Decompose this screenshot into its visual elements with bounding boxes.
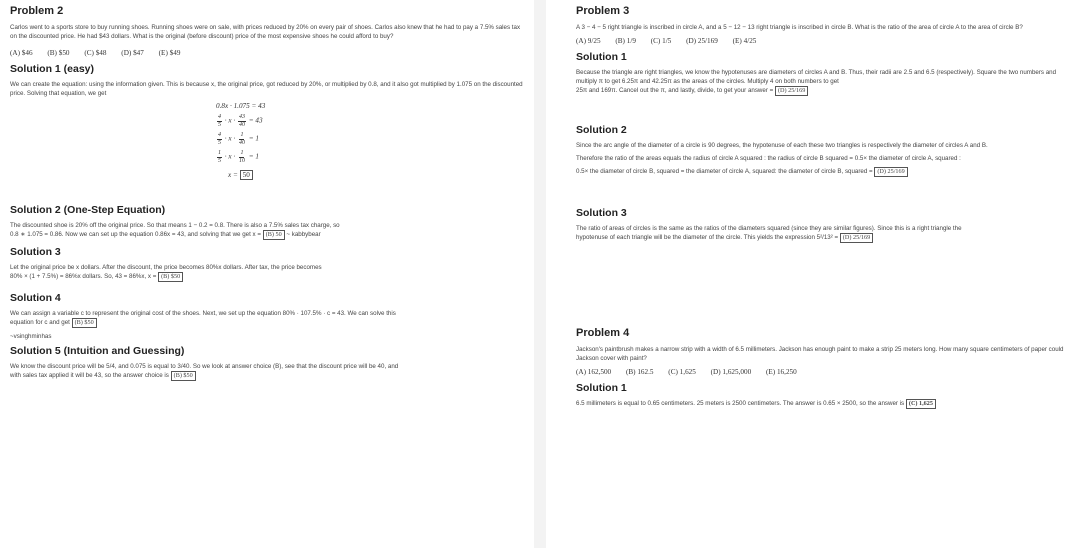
choice-b: (B) 1/9	[615, 37, 636, 45]
answer-lhs: x =	[228, 171, 238, 179]
p3-solution-2-text-a: Since the arc angle of the diameter of a circle is 90 degrees, the hypotenuse of each these two triangles is respectively the diameter of circles A and B.	[576, 142, 988, 149]
problem-4-title: Problem 4	[576, 327, 630, 339]
p3-solution-1-title: Solution 1	[576, 51, 627, 63]
choice-e: (E) $49	[158, 49, 181, 57]
solution-4-text-a: We can assign a variable c to represent the original cost of the shoes. Next, we set up the equation 80% · 107.5% · c = 43. We can solve this	[10, 310, 396, 317]
solution-4-text-b: equation for c and get	[10, 319, 70, 326]
problem-4-text: Jackson's paintbrush makes a narrow strip with a width of 6.5 millimeters. Jackson has enough paint to make a strip 25 meters long. How many square centimeters of paper could Jackson cover with paint?	[576, 346, 1064, 362]
p3-solution-1-text	[576, 68, 1066, 96]
choice-d: (D) 25/169	[686, 37, 718, 45]
credit: ~ kabbybear	[286, 231, 321, 238]
choice-c: (C) $48	[84, 49, 107, 57]
choice-b: (B) 162.5	[625, 368, 654, 376]
problem-2-text: Carlos went to a sports store to buy running shoes. Running shoes were on sale, with prices reduced by 20% on every pair of shoes. Carlos also knew that he had to pay a 7.5% sales tax on the discounted price. He had $43 dollars. What is the original (before discount) price of the most expensive shoes he could afford to buy?	[10, 24, 521, 40]
solution-5-text-a: We know the discount price will be 5/4, and 0.075 is equal to 3/40. So we look at answer choice (B), see that the discount price will be 40, and	[10, 363, 399, 370]
solution-3-title: Solution 3	[10, 246, 61, 258]
answer-box: 50	[240, 170, 253, 180]
p3-solution-3-text-b: hypotenuse of each triangle will be the diameter of the circle. This yields the expression 5²/13² =	[576, 234, 839, 241]
choice-b: (B) $50	[47, 49, 70, 57]
equation-line-1: 0.8x · 1.075 = 43	[216, 102, 266, 110]
left-page	[0, 0, 534, 548]
p4-solution-1-text	[576, 399, 1066, 409]
solution-4-text	[10, 309, 524, 328]
p3-solution-1-text-a: Because the triangle are right triangles, we know the hypotenuses are diameters of circles A and B. Thus, their radii are 2.5 and 6.5 (respectively). Square the two numbers and multiply π to get 6.25π and 42.25π as the areas of the circles. Multiply 4 on both numbers to get	[576, 69, 1057, 85]
p4-solution-1-title: Solution 1	[576, 382, 627, 394]
choice-a: (A) 9/25	[576, 37, 601, 45]
solution-1-title: Solution 1 (easy)	[10, 63, 95, 75]
p3-solution-2-text-b: Therefore the ratio of the areas equals the radius of circle A squared : the radius of circle B squared = 0.5× the diameter of circle A, squared :	[576, 155, 961, 162]
problem-3-text: A 3 − 4 − 5 right triangle is inscribed in circle A, and a 5 − 12 − 13 right triangle is inscribed in circle B. What is the ratio of the area of circle A to the area of circle B?	[576, 24, 1023, 31]
solution-3-text	[10, 263, 524, 282]
choice-d: (D) $47	[121, 49, 144, 57]
choice-a: (A) $46	[10, 49, 33, 57]
answer-box: (D) 25/169	[874, 167, 907, 177]
p4-solution-1-text-span: 6.5 millimeters is equal to 0.65 centimeters. 25 meters is 2500 centimeters. The answer is 0.65 × 2500, so the answer is	[576, 400, 905, 407]
problem-2-choices	[10, 49, 524, 57]
choice-d: (D) 1,625,000	[710, 368, 752, 376]
answer-box: (C) 1,625	[906, 399, 936, 409]
problem-4-choices	[576, 368, 1066, 376]
solution-3-text-b: 80% × (1 + 7.5%) = 86%x dollars. So, 43 = 86%x, x =	[10, 273, 157, 280]
equation-answer	[216, 170, 524, 180]
solution-2-text-b: 0.8 ∗ 1.075 = 0.86. Now we can set up the equation 0.86x = 43, and solving that we get x =	[10, 231, 261, 238]
p3-solution-2-title: Solution 2	[576, 124, 627, 136]
solution-3-text-a: Let the original price be x dollars. After the discount, the price becomes 80%x dollars. After tax, the price becomes	[10, 264, 322, 271]
answer-box: (B) $50	[171, 371, 196, 381]
solution-5-title: Solution 5 (Intuition and Guessing)	[10, 345, 185, 357]
solution-5-text-b: with sales tax applied it will be 43, so the answer choice is	[10, 372, 169, 379]
solution-2-title: Solution 2 (One-Step Equation)	[10, 204, 166, 216]
answer-box: (D) 25/169	[775, 86, 808, 96]
choice-e: (E) 16,250	[765, 368, 797, 376]
p3-solution-3-text-a: The ratio of areas of circles is the same as the ratios of the diameters squared (since they are similar figures). Since this is a right triangle the	[576, 225, 962, 232]
p3-solution-3-title: Solution 3	[576, 207, 627, 219]
problem-2-title: Problem 2	[10, 5, 64, 17]
solution-4-title: Solution 4	[10, 292, 61, 304]
equation-line-4: $\frac{1}{5}$ · x · $\frac{1}{10}$ = 1	[218, 150, 260, 164]
right-page	[546, 0, 1080, 548]
choice-c: (C) 1/5	[650, 37, 672, 45]
answer-box: (B) $50	[158, 272, 183, 282]
solution-2-text-a: The discounted shoe is 20% off the original price. So that means 1 − 0.2 = 0.8. There is also a 7.5% sales tax charge, so	[10, 222, 340, 229]
choice-c: (C) 1,625	[668, 368, 696, 376]
solution-1-text: We can create the equation: using the information given. This is because x, the original price, got reduced by 20%, or multiplied by 0.8, and it also got multiplied by 1.075 on the discounted price. Solving that equation, we get	[10, 81, 523, 97]
solution-2-text	[10, 221, 524, 240]
choice-e: (E) 4/25	[732, 37, 757, 45]
solution-1-equations	[10, 102, 524, 180]
p3-solution-1-text-b: 25π and 169π. Cancel out the π, and lastly, divide, to get your answer =	[576, 87, 774, 94]
solution-5-text	[10, 362, 524, 381]
choice-a: (A) 162,500	[576, 368, 612, 376]
answer-box: (D) 25/169	[840, 233, 873, 243]
p3-solution-2-text-c	[576, 167, 1066, 177]
equation-line-2: $\frac{4}{5}$ · x · $\frac{43}{40}$ = 43	[218, 114, 263, 128]
problem-3-title: Problem 3	[576, 5, 630, 17]
solution-4-credit: ~vsinghminhas	[10, 333, 52, 340]
p3-solution-3-text	[576, 224, 1066, 243]
answer-box: (B) 50	[263, 230, 285, 240]
p3-solution-2-text-c-span: 0.5× the diameter of circle B, squared = the diameter of circle A, squared: the diameter of circle B, squared =	[576, 168, 873, 175]
problem-3-choices	[576, 37, 1066, 45]
answer-box: (B) $50	[72, 318, 97, 328]
equation-line-3: $\frac{4}{5}$ · x · $\frac{1}{40}$ = 1	[218, 132, 260, 146]
